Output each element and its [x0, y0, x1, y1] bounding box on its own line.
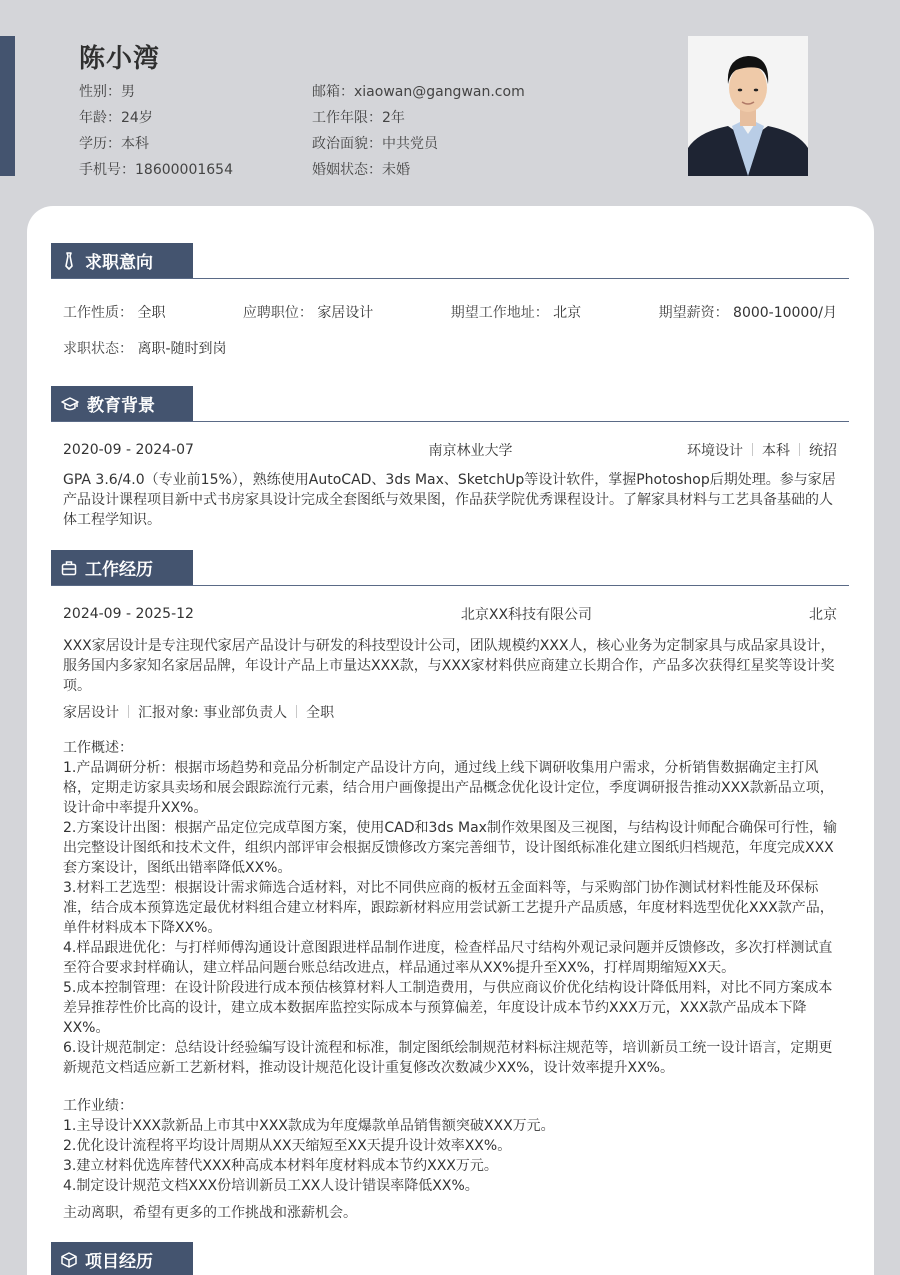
work-overview-item: 6.设计规范制定：总结设计经验编写设计流程和标准，制定图纸绘制规范材料标注规范等，培训新员工统一设计语言，定期更新规范文档适应新工艺新材料，推动设计规范化设计重复修改次数减少XX%，设计效率提升XX%。	[63, 1040, 833, 1076]
info-email: 邮箱： xiaowan@gangwan.com	[312, 84, 525, 100]
basic-info-left	[79, 79, 233, 183]
info-phone: 手机号： 18600001654	[79, 162, 233, 178]
briefcase-icon	[61, 560, 77, 576]
info-age: 年龄： 24岁	[79, 110, 153, 126]
work-overview-item: 3.材料工艺选型：根据设计需求筛选合适材料，对比不同供应商的板材五金面料等，与采购部门协作测试材料性能及环保标准，结合成本预算选定最优材料组合建立材料库，跟踪新材料应用尝试新工艺提升产品质感，年度材料选型优化XXX款产品，单件材料成本下降XX%。	[63, 880, 834, 936]
work-overview-title: 工作概述：	[63, 740, 133, 756]
work-city: 北京	[808, 607, 837, 623]
education-school: 南京林业大学	[428, 443, 513, 459]
work-achievement-item: 4.制定设计规范文档XXX份培训新员工XX人设计错误率降低XX%。	[63, 1178, 479, 1194]
divider	[128, 705, 129, 718]
section-tab-project	[51, 1242, 193, 1275]
divider	[752, 443, 753, 456]
work-period: 2024-09 - 2025-12	[63, 606, 194, 622]
intention-row-2	[63, 337, 837, 359]
work-row	[63, 603, 837, 625]
work-tags	[63, 703, 837, 723]
education-description: GPA 3.6/4.0（专业前15%），熟练使用AutoCAD、3ds Max、SketchUp等设计软件，掌握Photoshop后期处理。参与家居产品设计课程项目新中式书房家具设计完成全套图纸与效果图，作品获学院优秀课程设计。了解家具材料与工艺具备基础的人体工程学知识。	[63, 472, 836, 528]
divider	[296, 705, 297, 718]
info-education: 学历： 本科	[79, 136, 149, 152]
section-title-work: 工作经历	[85, 560, 153, 580]
work-overview	[63, 738, 837, 1078]
resume-card	[27, 206, 874, 1275]
work-achievement-item: 1.主导设计XXX款新品上市其中XXX款成为年度爆款单品销售额突破XXX万元。	[63, 1118, 555, 1134]
info-gender: 性别： 男	[79, 84, 135, 100]
education-row	[63, 439, 837, 461]
divider	[799, 443, 800, 456]
work-achievement-item: 2.优化设计流程将平均设计周期从XX天缩短至XX天提升设计效率XX%。	[63, 1138, 512, 1154]
graduation-cap-icon	[61, 396, 79, 412]
section-tab-education	[51, 386, 193, 421]
header-accent-bar	[0, 36, 15, 176]
basic-info-right	[312, 79, 525, 183]
work-achievements	[63, 1096, 837, 1196]
section-tab-work	[51, 550, 193, 585]
profile-photo	[688, 36, 808, 176]
work-overview-item: 2.方案设计出图：根据产品定位完成草图方案，使用CAD和3ds Max制作效果图及三视图，与结构设计师配合确保可行性，输出完整设计图纸和技术文件，组织内部评审会根据反馈修改方案完善细节，设计图纸标准化建立图纸归档规范，年度完成XXX套方案设计，图纸出错率降低XX%。	[63, 820, 837, 876]
work-tag: 全职	[306, 705, 335, 721]
intention-salary: 期望薪资： 8000-10000/月	[658, 305, 837, 321]
section-title-intention: 求职意向	[85, 253, 153, 273]
work-achievement-title: 工作业绩：	[63, 1098, 133, 1114]
work-leave-reason: 主动离职，希望有更多的工作挑战和涨薪机会。	[63, 1205, 357, 1221]
portrait-illustration	[688, 36, 808, 176]
work-tag: 家居设计	[63, 705, 119, 721]
section-tab-intention	[51, 243, 193, 278]
work-overview-item: 4.样品跟进优化：与打样师傅沟通设计意图跟进样品制作进度，检查样品尺寸结构外观记录问题并反馈修改，多次打样测试直至符合要求封样确认，建立样品问题台账总结改进点，样品通过率从XX%提升至XX%，打样周期缩短XX天。	[63, 940, 833, 976]
section-title-education: 教育背景	[87, 396, 155, 416]
tie-icon	[61, 252, 77, 270]
intention-location: 期望工作地址： 北京	[450, 305, 582, 321]
info-marital: 婚姻状态： 未婚	[312, 162, 410, 178]
intention-position: 应聘职位： 家居设计	[242, 305, 374, 321]
work-tag: 汇报对象: 事业部负责人	[138, 705, 288, 721]
info-work-years: 工作年限： 2年	[312, 110, 405, 126]
education-period: 2020-09 - 2024-07	[63, 442, 194, 458]
section-header-project	[51, 1242, 849, 1275]
cube-icon	[61, 1252, 77, 1268]
intention-row-1	[63, 301, 837, 323]
intention-type: 工作性质： 全职	[63, 305, 166, 321]
section-header-education	[51, 386, 849, 422]
section-header-work	[51, 550, 849, 586]
work-achievement-item: 3.建立材料优选库替代XXX种高成本材料年度材料成本节约XXX万元。	[63, 1158, 498, 1174]
section-title-project: 项目经历	[85, 1252, 153, 1272]
info-political: 政治面貌： 中共党员	[312, 136, 438, 152]
intention-status: 求职状态： 离职-随时到岗	[63, 341, 227, 357]
work-overview-item: 1.产品调研分析：根据市场趋势和竞品分析制定产品设计方向，通过线上线下调研收集用户需求，分析销售数据确定主打风格，定期走访家具卖场和展会跟踪流行元素，结合用户画像提出产品概念优化设计定位，季度调研报告推动XXX款新品立项，设计命中率提升XX%。	[63, 760, 834, 816]
section-header-intention	[51, 243, 849, 279]
work-company-description: XXX家居设计是专注现代家居产品设计与研发的科技型设计公司，团队规模约XXX人，核心业务为定制家具与成品家具设计，服务国内多家知名家居品牌，年设计产品上市量达XXX款，与XXX家材料供应商建立长期合作，产品多次获得红星奖等设计奖项。	[63, 638, 835, 694]
education-meta: 环境设计 本科 统招	[686, 443, 837, 459]
work-company: 北京XX科技有限公司	[460, 607, 593, 623]
work-overview-item: 5.成本控制管理：在设计阶段进行成本预估核算材料人工制造费用，与供应商议价优化结构设计降低用料，对比不同方案成本差异推荐性价比高的设计，建立成本数据库监控实际成本与预算偏差，年度设计成本节约XXX万元，XXX款产品成本下降XX%。	[63, 980, 833, 1036]
candidate-name: 陈小湾	[79, 44, 161, 74]
